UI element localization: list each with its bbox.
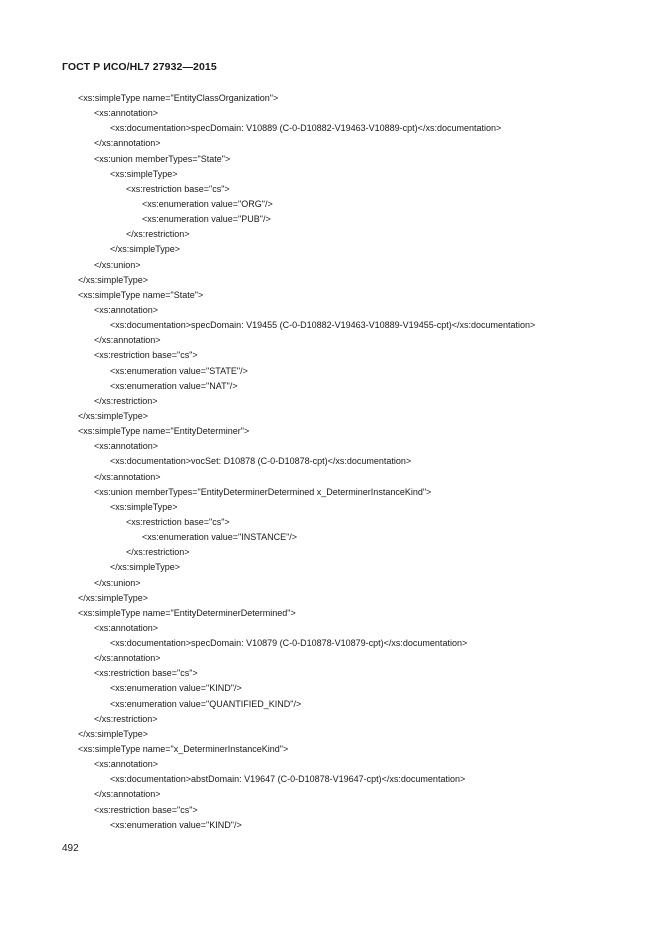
code-line: <xs:restriction base="cs"> <box>126 183 230 194</box>
code-line: <xs:enumeration value="INSTANCE"/> <box>142 532 298 543</box>
code-line: <xs:restriction base="cs"> <box>94 668 198 679</box>
code-line: <xs:simpleType name="State"> <box>78 289 204 300</box>
code-line: <xs:simpleType name="x_DeterminerInstanceKind"> <box>78 744 289 755</box>
code-line: <xs:enumeration value="QUANTIFIED_KIND"/> <box>110 698 302 709</box>
page-number: 492 <box>62 843 79 854</box>
code-line: </xs:union> <box>94 259 141 270</box>
code-line: </xs:simpleType> <box>78 728 149 739</box>
code-line: </xs:simpleType> <box>110 244 181 255</box>
code-line: <xs:annotation> <box>94 304 159 315</box>
code-line: </xs:simpleType> <box>78 592 149 603</box>
code-line: <xs:documentation>abstDomain: V19647 (C-0-D10878-V19647-cpt)</xs:documentation> <box>110 774 466 785</box>
code-line: <xs:enumeration value="STATE"/> <box>110 365 248 376</box>
code-line: <xs:simpleType> <box>110 168 178 179</box>
code-line: </xs:restriction> <box>94 713 158 724</box>
code-line: </xs:union> <box>94 577 141 588</box>
code-line: </xs:annotation> <box>94 653 161 664</box>
code-line: <xs:enumeration value="ORG"/> <box>142 198 273 209</box>
code-line: <xs:enumeration value="KIND"/> <box>110 683 242 694</box>
code-line: <xs:restriction base="cs"> <box>94 350 198 361</box>
code-line: </xs:annotation> <box>94 471 161 482</box>
code-line: <xs:enumeration value="NAT"/> <box>110 380 238 391</box>
code-line: <xs:enumeration value="KIND"/> <box>110 819 242 830</box>
code-line: <xs:simpleType name="EntityDeterminerDetermined"> <box>78 607 296 618</box>
code-line: <xs:documentation>specDomain: V10889 (C-0-D10882-V19463-V10889-cpt)</xs:documentation> <box>110 123 502 134</box>
code-line: <xs:documentation>specDomain: V10879 (C-0-D10878-V10879-cpt)</xs:documentation> <box>110 638 468 649</box>
document-header: ГОСТ Р ИСО/HL7 27932—2015 <box>62 61 217 73</box>
code-line: </xs:restriction> <box>94 395 158 406</box>
code-line: <xs:restriction base="cs"> <box>94 804 198 815</box>
code-line: <xs:simpleType name="EntityClassOrganization"> <box>78 93 279 103</box>
code-line: </xs:simpleType> <box>78 274 149 285</box>
code-line: <xs:annotation> <box>94 622 159 633</box>
code-line: <xs:annotation> <box>94 108 159 119</box>
code-line: </xs:annotation> <box>94 138 161 149</box>
code-line: <xs:annotation> <box>94 441 159 452</box>
code-line: <xs:documentation>vocSet: D10878 (C-0-D10878-cpt)</xs:documentation> <box>110 456 412 467</box>
code-line: </xs:simpleType> <box>110 562 181 573</box>
code-line: <xs:annotation> <box>94 759 159 770</box>
code-line: </xs:annotation> <box>94 789 161 800</box>
code-line: <xs:enumeration value="PUB"/> <box>142 214 271 225</box>
code-line: <xs:restriction base="cs"> <box>126 516 230 527</box>
code-line: <xs:simpleType name="EntityDeterminer"> <box>78 426 250 437</box>
code-line: <xs:documentation>specDomain: V19455 (C-0-D10882-V19463-V10889-V19455-cpt)</xs:documentation> <box>110 320 536 331</box>
code-line: <xs:union memberTypes="EntityDeterminerDetermined x_DeterminerInstanceKind"> <box>94 486 432 497</box>
code-line: </xs:restriction> <box>126 547 190 558</box>
code-line: </xs:annotation> <box>94 335 161 346</box>
xml-code-block <box>62 91 652 833</box>
code-line: </xs:simpleType> <box>78 410 149 421</box>
code-line: <xs:simpleType> <box>110 501 178 512</box>
code-line: </xs:restriction> <box>126 229 190 240</box>
code-line: <xs:union memberTypes="State"> <box>94 153 231 164</box>
